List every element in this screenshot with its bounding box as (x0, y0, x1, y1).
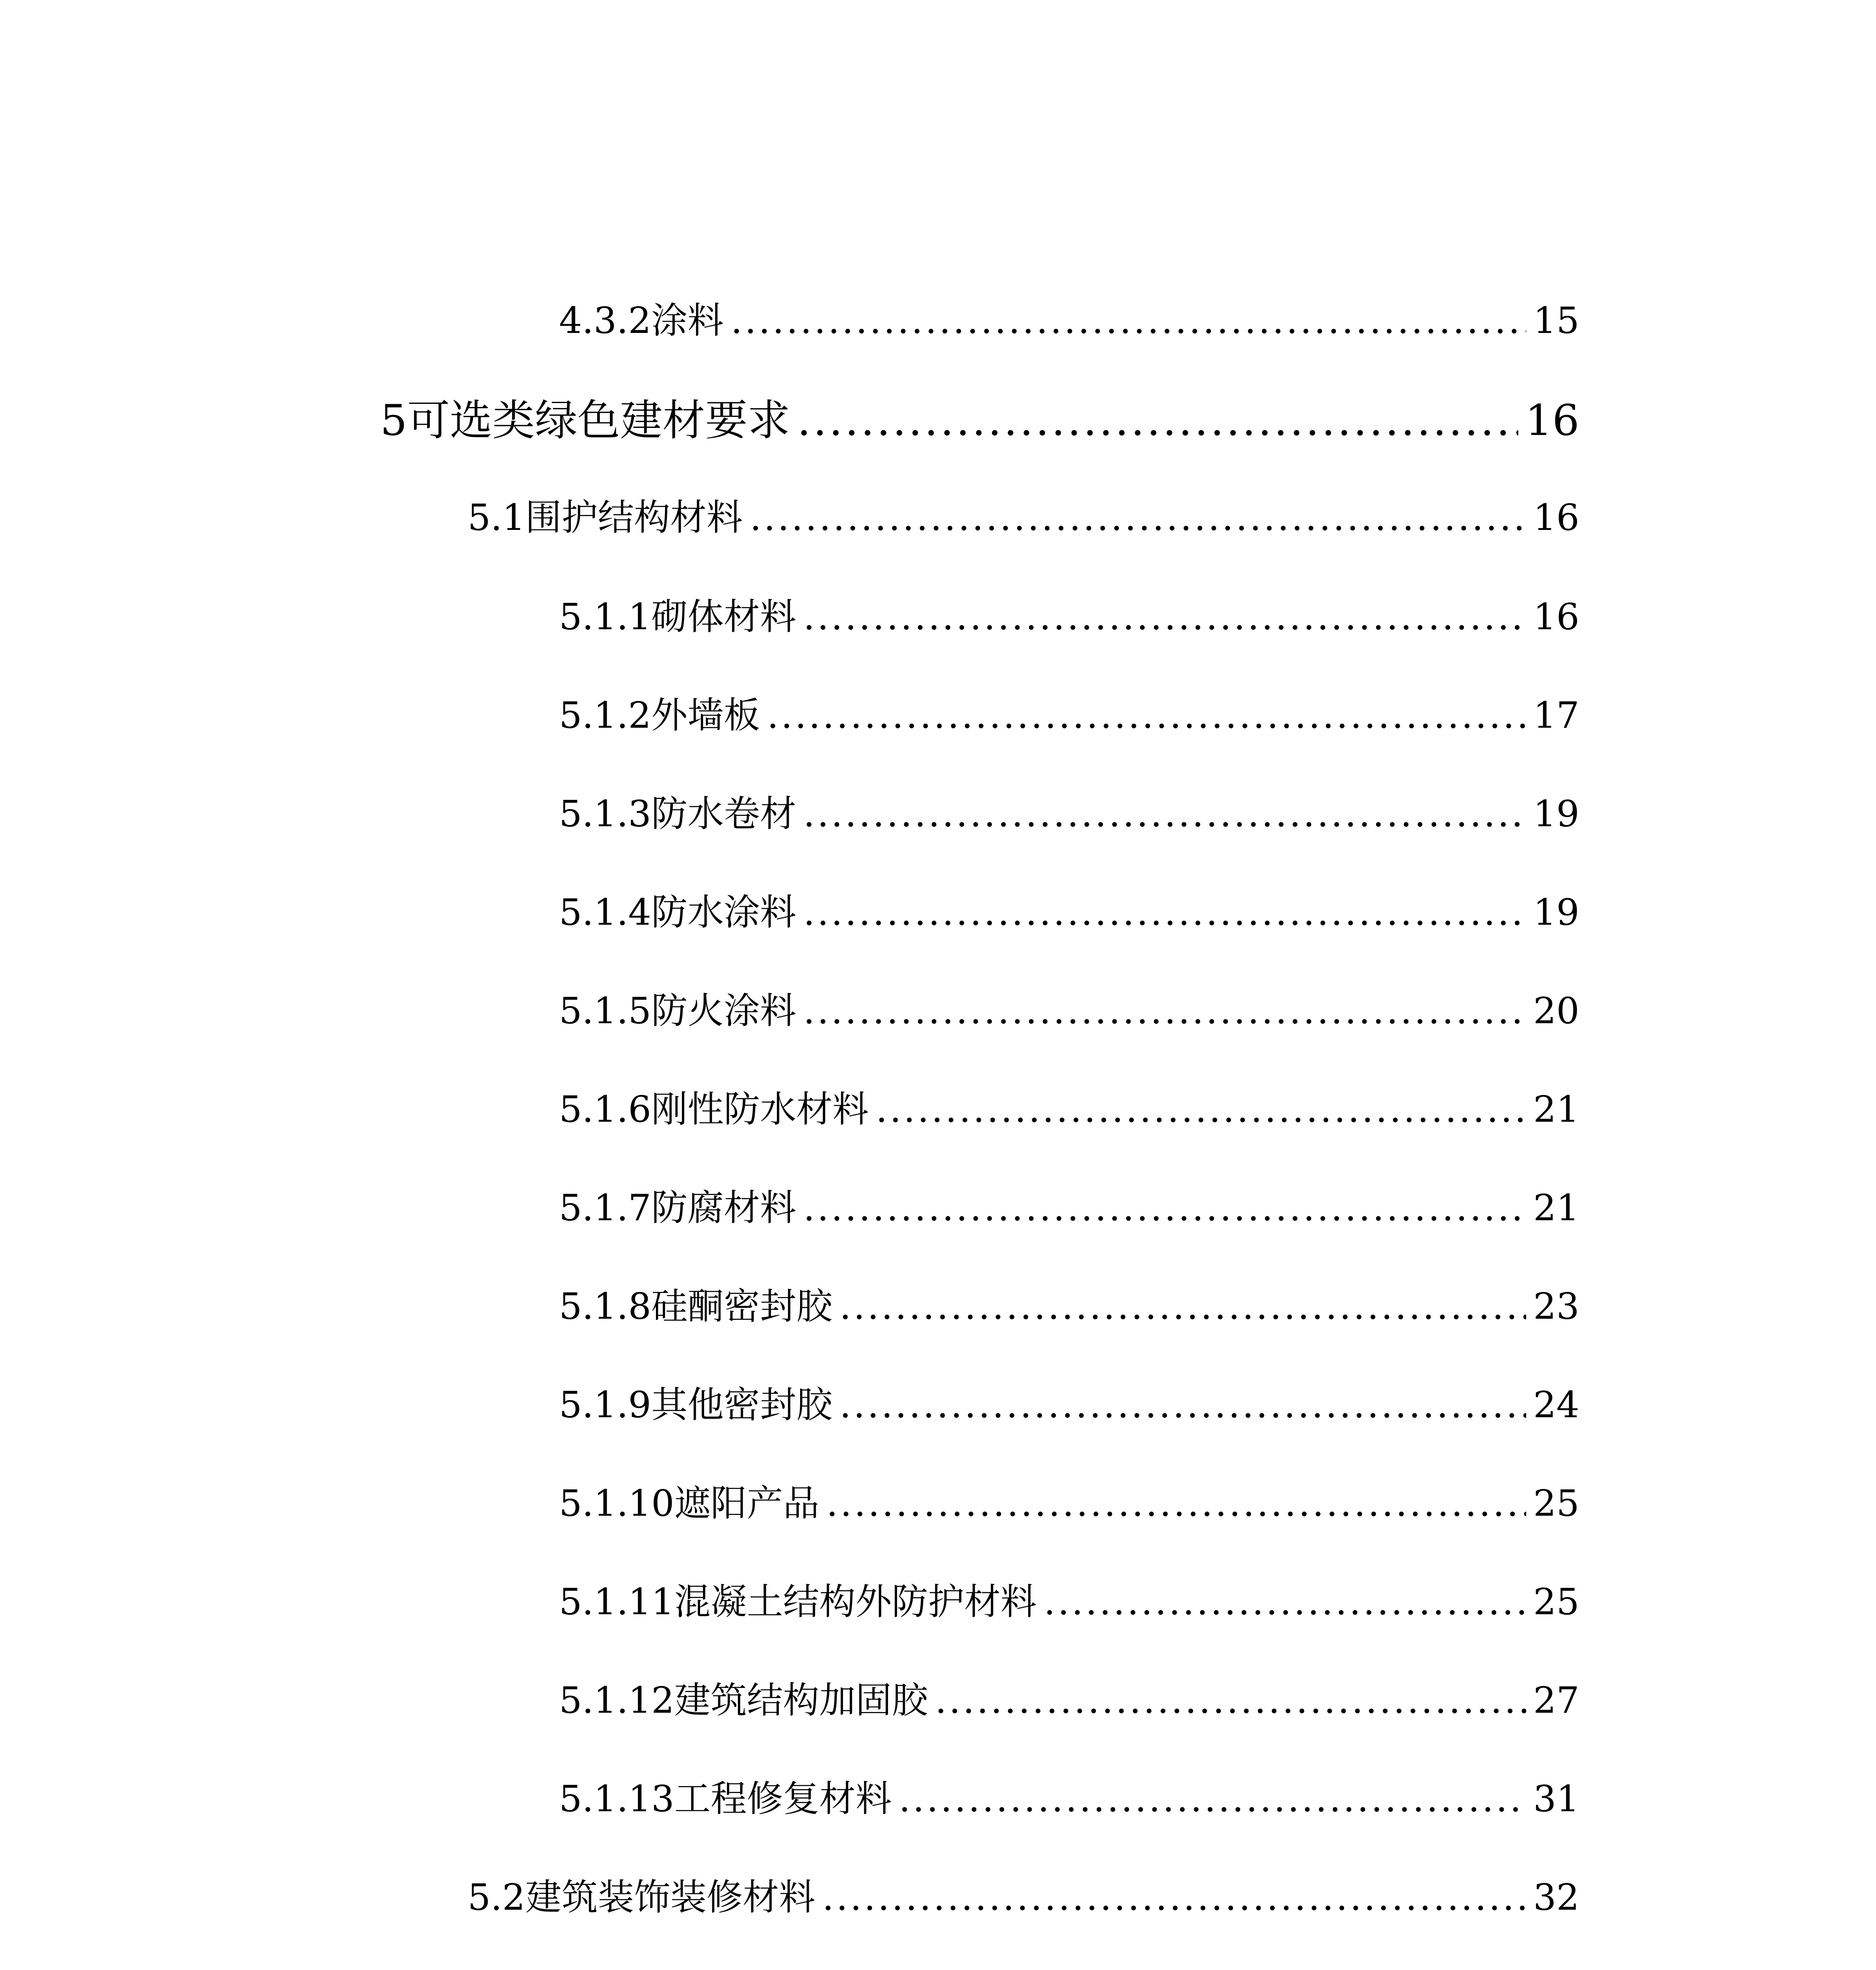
toc-entry-page: 15 (1533, 299, 1579, 342)
toc-entry[interactable] (559, 1474, 1579, 1526)
toc-entry-number: 5.1.5 (559, 990, 652, 1032)
toc-dot-leader (797, 396, 1518, 445)
toc-entry-number: 5.1.9 (559, 1384, 652, 1426)
toc-entry-page: 32 (1533, 1876, 1579, 1918)
toc-entry-number: 5.2 (468, 1876, 526, 1918)
toc-entry-title: 其他密封胶 (651, 1384, 833, 1426)
toc-entry-title (485, 1967, 702, 1970)
toc-entry-title: 外墙板 (651, 694, 760, 736)
toc-dot-leader (840, 1384, 1526, 1426)
toc-entry-title: 防水卷材 (651, 793, 797, 835)
toc-entry-title: 遮阳产品 (674, 1482, 819, 1524)
toc-dot-leader (876, 1088, 1526, 1130)
toc-entry[interactable] (559, 1671, 1579, 1723)
toc-entry-page: 23 (1533, 1285, 1579, 1327)
toc-entry[interactable] (468, 489, 1579, 541)
toc-dot-leader (1044, 1581, 1526, 1623)
toc-entry-number: 5.1.10 (559, 1482, 674, 1524)
toc-entry-number: 5.1.13 (559, 1778, 674, 1820)
toc-dot-leader (803, 1187, 1526, 1229)
toc-entry-title: 工程修复材料 (674, 1778, 892, 1820)
toc-entry[interactable] (559, 982, 1579, 1034)
toc-entry-title: 防腐材料 (651, 1187, 797, 1229)
toc-entry-page: 19 (1533, 891, 1579, 933)
toc-entry[interactable] (559, 1573, 1579, 1625)
toc-entry[interactable] (559, 1277, 1579, 1329)
toc-entry-title: 涂料 (651, 299, 724, 342)
toc-entry-number: 5.1.2 (559, 694, 652, 736)
toc-entry[interactable] (468, 1868, 1579, 1920)
toc-entry[interactable] (559, 785, 1579, 837)
toc-entry-page: 17 (1533, 694, 1579, 736)
toc-dot-leader (822, 1876, 1526, 1918)
toc-entry-number: 5.1.7 (559, 1187, 652, 1229)
toc-entry-title: 刚性防水材料 (651, 1088, 869, 1130)
toc-dot-leader (750, 496, 1526, 539)
toc-entry-title: 围护结构材料 (525, 496, 743, 539)
toc-entry[interactable] (559, 588, 1579, 640)
toc-entry[interactable] (559, 883, 1579, 935)
toc-dot-leader (731, 299, 1526, 342)
toc-dot-leader (935, 1679, 1526, 1721)
toc-dot-leader (803, 891, 1526, 933)
toc-dot-leader (840, 1285, 1526, 1327)
toc-dot-leader (803, 793, 1526, 835)
toc-entry-number: 5.1.12 (559, 1679, 674, 1721)
toc-entry-page: 25 (1533, 1581, 1579, 1623)
toc-dot-leader (899, 1778, 1526, 1820)
toc-dot-leader (803, 596, 1526, 638)
toc-entry-page: 16 (1533, 496, 1579, 539)
toc-entry-page: 25 (1533, 1482, 1579, 1524)
toc-dot-leader (803, 990, 1526, 1032)
toc-entry-number: 5.1.1 (559, 596, 652, 638)
toc-entry-title: 建筑结构加固胶 (674, 1679, 928, 1721)
toc-dot-leader (827, 1482, 1526, 1524)
toc-entry-title: 砌体材料 (651, 596, 797, 638)
toc-entry[interactable] (380, 386, 1579, 447)
toc-entry-page: 21 (1533, 1088, 1579, 1130)
toc-entry-page: 27 (1533, 1679, 1579, 1721)
toc-entry-title: 防火涂料 (651, 990, 797, 1032)
toc-entry-page: 19 (1533, 793, 1579, 835)
toc-entry[interactable] (559, 1080, 1579, 1132)
toc-entry-page: 16 (1525, 396, 1579, 445)
toc-entry-number: 5.1.8 (559, 1285, 652, 1327)
toc-entry-title: 可选类绿色建材要求 (407, 396, 790, 445)
toc-entry-number: 4.3.2 (559, 299, 652, 342)
toc-entry-page: 31 (1533, 1778, 1579, 1820)
toc-entry-title: 硅酮密封胶 (651, 1285, 833, 1327)
toc-entry[interactable] (559, 1179, 1579, 1231)
toc-entry-number: 5.1.11 (559, 1581, 674, 1623)
toc-entry-number: 5 (380, 396, 407, 445)
toc-entry[interactable] (559, 1376, 1579, 1428)
toc-entry-title: 混凝土结构外防护材料 (674, 1581, 1037, 1623)
toc-entry-number: 5.1.6 (559, 1088, 652, 1130)
toc-entry[interactable] (559, 1770, 1579, 1822)
toc-entry-number: 5.1.3 (559, 793, 652, 835)
toc-entry-page: 16 (1533, 596, 1579, 638)
toc-entry-title: 建筑装饰装修材料 (525, 1876, 815, 1918)
toc-entry-page: 21 (1533, 1187, 1579, 1229)
toc-entry-page: 20 (1533, 990, 1579, 1032)
toc-dot-leader (767, 694, 1526, 736)
toc-entry-number: 5.1 (468, 496, 526, 539)
toc-entry[interactable] (468, 1967, 1579, 1970)
toc-entry-page: 24 (1533, 1384, 1579, 1426)
toc-entry-title: 防水涂料 (651, 891, 797, 933)
toc-entry[interactable] (559, 686, 1579, 738)
toc-entry[interactable] (559, 292, 1579, 344)
toc-entry-number: 5.1.4 (559, 891, 652, 933)
